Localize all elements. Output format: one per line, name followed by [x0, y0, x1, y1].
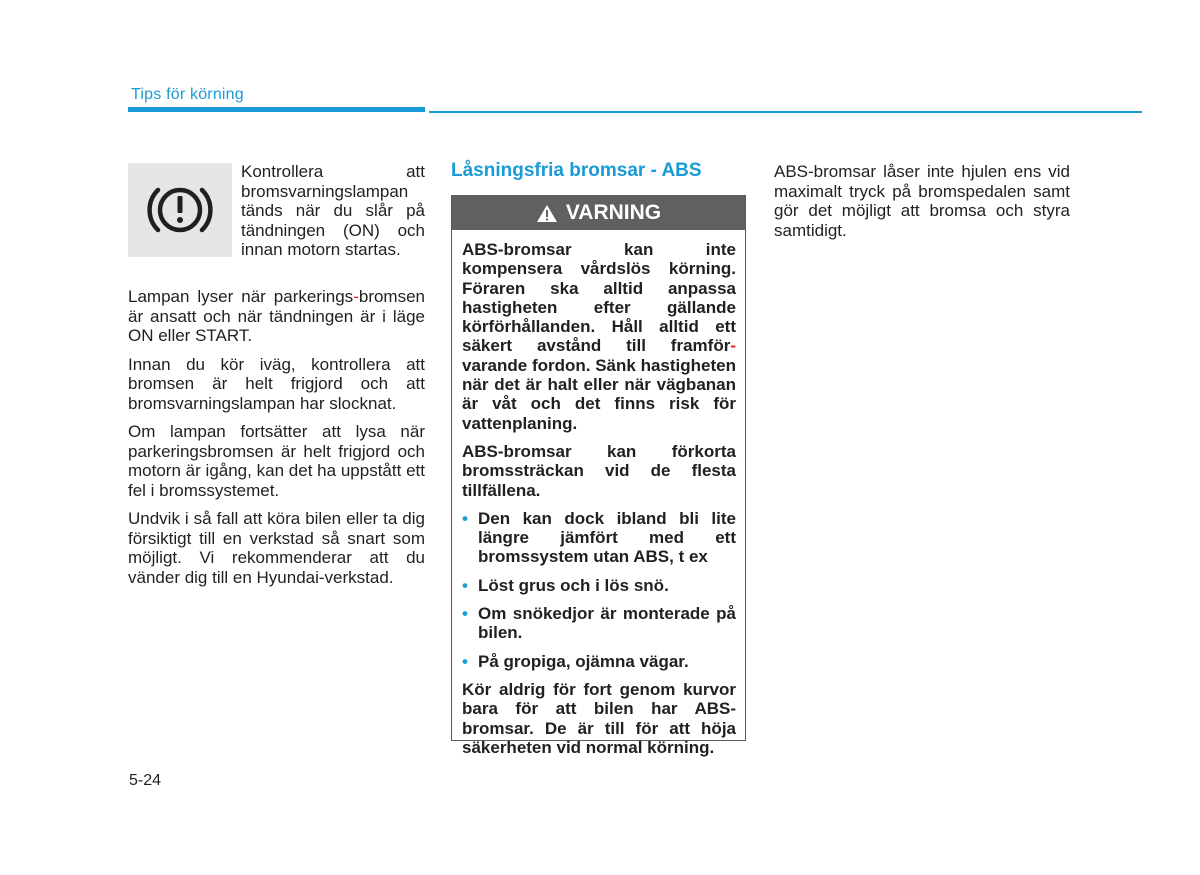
list-item: • På gropiga, ojämna vägar.: [462, 651, 689, 671]
section-title-abs: Låsningsfria bromsar - ABS: [451, 160, 702, 181]
list-item: • Den kan dock ibland bli lite längre jämfört med ett bromssystem utan ABS, t ex: [462, 508, 736, 567]
header-rule-thin: [429, 111, 1142, 113]
list-item: • Om snökedjor är monterade på bilen.: [462, 604, 736, 643]
paragraph-lamp-persists: Om lampan fortsätter att lysa när parkeringsbromsen är helt frigjord och motorn är igång, kan det ha uppstått ett fel i bromssystemet.: [128, 422, 425, 500]
warning-triangle-icon: [536, 204, 558, 223]
warning-body: [452, 230, 745, 757]
warning-label: VARNING: [565, 201, 662, 224]
brake-warning-instruction: Kontrollera att bromsvarningslampan tänds när du slår på tändningen (ON) och innan motorn startas.: [241, 162, 425, 259]
warning-paragraph-1: ABS-bromsar kan inte kompensera vårdslös körning. Föraren ska alltid anpassa hastigheten efter gällande körförhållanden. Håll alltid ett säkert avstånd till framför-varande fordon. Sänk hastigheten när det är halt eller när vägbanan är våt och det finns risk för vattenplaning.: [462, 240, 736, 433]
warning-bullet-list: [462, 509, 736, 671]
warning-box: [451, 195, 746, 757]
warning-paragraph-3: Kör aldrig för fort genom kurvor bara för att bilen har ABS-bromsar. De är till för att höja säkerheten vid normal körning.: [462, 679, 736, 757]
list-item: • Löst grus och i lös snö.: [462, 575, 669, 595]
paragraph-workshop: Undvik i så fall att köra bilen eller ta dig försiktigt till en verkstad så snart som möjligt. Vi rekommenderar att du vänder dig till en Hyundai-verkstad.: [128, 509, 425, 587]
paragraph-before-driving: Innan du kör iväg, kontrollera att bromsen är helt frigjord och att bromsvarningslampan har slocknat.: [128, 354, 425, 413]
page-number: 5-24: [129, 772, 162, 789]
paragraph-lamp: Lampan lyser när parkerings-bromsen är ansatt och när tändningen är i läge ON eller START.: [128, 287, 425, 345]
brake-warning-icon-box: [128, 163, 232, 257]
header-rule-thick: [128, 107, 425, 112]
paragraph-abs-description: ABS-bromsar låser inte hjulen ens vid maximalt tryck på bromspedalen samt gör det möjligt att bromsa och styra samtidigt.: [774, 162, 1070, 240]
brake-warning-icon: [144, 180, 216, 240]
right-column: [774, 162, 1070, 249]
left-column: [128, 287, 425, 596]
warning-paragraph-2: ABS-bromsar kan förkorta bromssträckan vid de flesta tillfällena.: [462, 441, 736, 500]
warning-header: [452, 196, 745, 230]
section-header-title: Tips för körning: [131, 86, 244, 103]
